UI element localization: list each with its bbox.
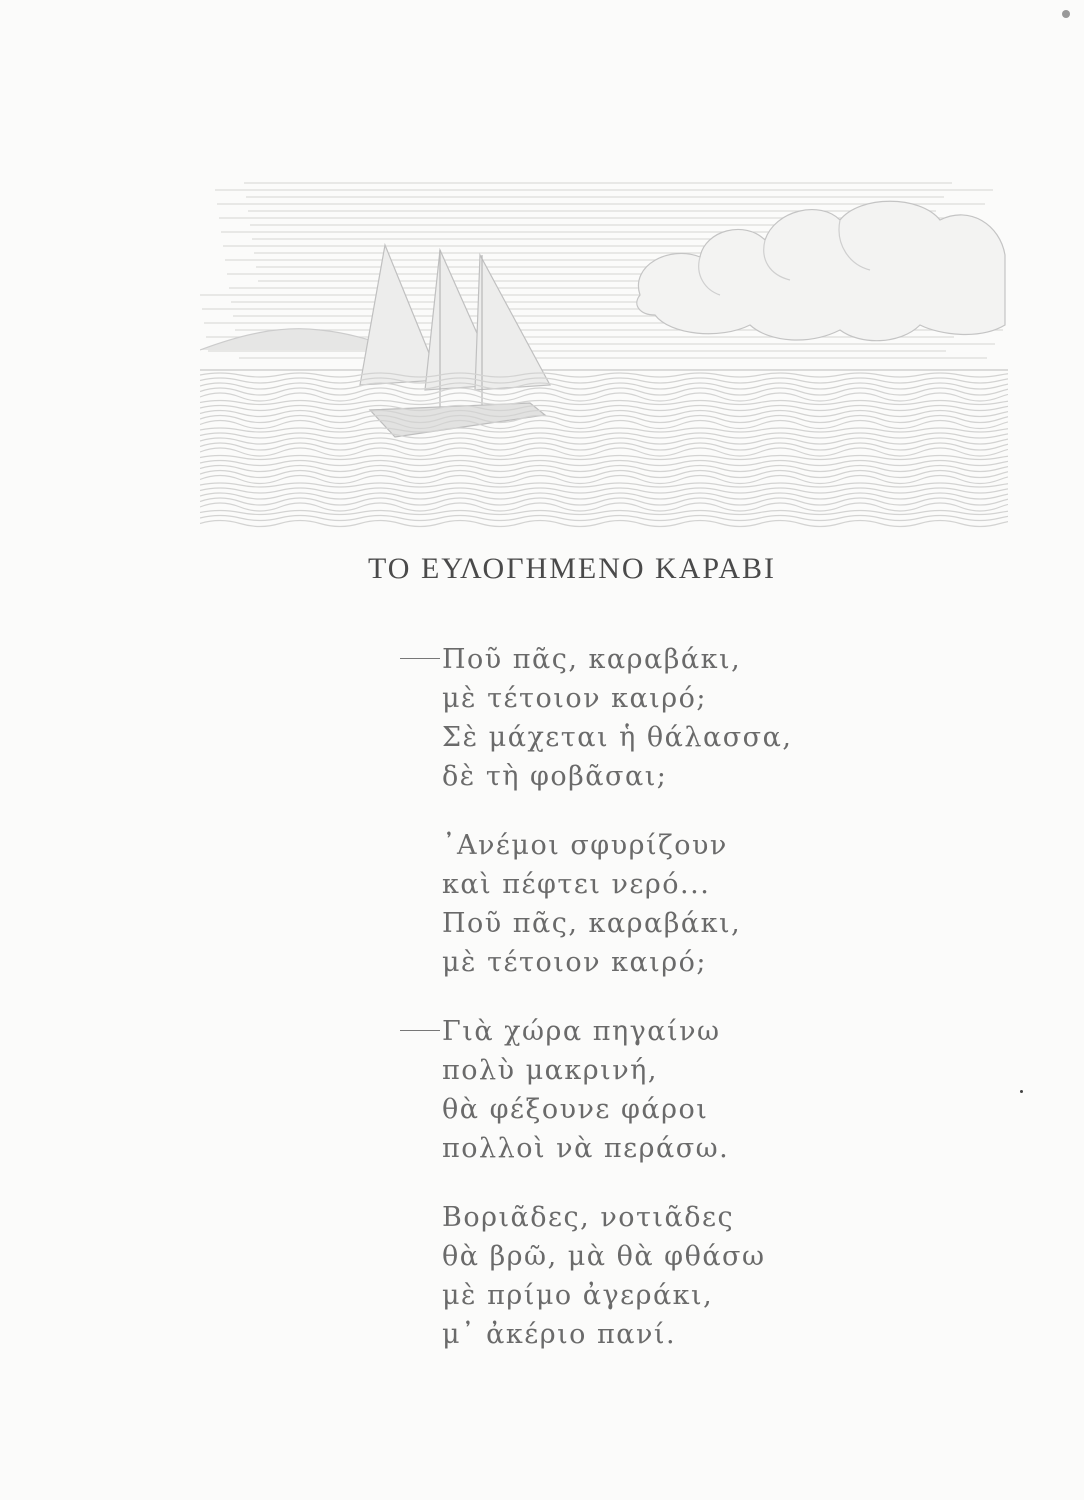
sea-wave-line bbox=[200, 411, 1008, 417]
sea-wave-line bbox=[200, 373, 1008, 377]
poem-line: πολλοὶ νὰ περάσω. bbox=[442, 1133, 730, 1164]
poem-line: ᾿Ανέμοι σφυρίζουν bbox=[442, 830, 728, 861]
sea-wave-line bbox=[200, 516, 1008, 521]
poem-line: δὲ τὴ φοβᾶσαι; bbox=[442, 761, 668, 792]
sea-wave-line bbox=[200, 401, 1008, 405]
poem-line: πολὺ μακρινή, bbox=[442, 1055, 658, 1086]
sea-wave-line bbox=[200, 503, 1008, 511]
paper-speck bbox=[1062, 10, 1070, 18]
sea-wave-line bbox=[200, 428, 1008, 432]
poem-line bbox=[400, 1012, 900, 1051]
sea-wave-line bbox=[200, 383, 1008, 389]
paper-speck bbox=[1020, 1090, 1023, 1093]
poem-title: ΤΟ ΕΥΛΟΓΗΜΕΝΟ ΚΑΡΑΒΙ bbox=[368, 552, 776, 585]
em-dash bbox=[400, 1030, 440, 1031]
poem-body bbox=[400, 640, 900, 1384]
sea-wave-line bbox=[200, 443, 1008, 450]
sailboat-illustration bbox=[200, 175, 1008, 530]
sea-wave-line bbox=[200, 488, 1008, 493]
sea-wave-line bbox=[200, 521, 1008, 527]
poem-line: θὰ βρῶ, μὰ θὰ φθάσω bbox=[442, 1241, 766, 1272]
sea-wave-line bbox=[200, 456, 1008, 460]
stanza bbox=[400, 1012, 900, 1168]
poem-line: Βοριᾶδες, νοτιᾶδες bbox=[442, 1202, 735, 1233]
sea-wave-line bbox=[200, 483, 1008, 487]
sea-wave-line bbox=[200, 406, 1008, 411]
poem-line bbox=[400, 640, 900, 679]
sea-wave-line bbox=[200, 471, 1008, 478]
sea-wave-line bbox=[200, 493, 1008, 499]
sea-wave-line bbox=[200, 511, 1008, 515]
sea-wave-line bbox=[200, 433, 1008, 438]
sea-wave-line bbox=[200, 421, 1008, 429]
sea-wave-line bbox=[200, 416, 1008, 423]
poem-line: μὲ πρίμο ἀγεράκι, bbox=[442, 1280, 714, 1311]
sea-wave-line bbox=[200, 476, 1008, 484]
sea-wave-line bbox=[200, 461, 1008, 466]
sea-wave-line bbox=[200, 466, 1008, 472]
stanza bbox=[400, 640, 900, 796]
poem-line: μὲ τέτοιον καιρό; bbox=[442, 947, 707, 978]
poem-line: θὰ φέξουνε φάροι bbox=[442, 1094, 709, 1125]
poem-line: καὶ πέφτει νερό... bbox=[442, 869, 711, 900]
poem-line: μ᾿ ἀκέριο πανί. bbox=[442, 1319, 677, 1350]
sea-wave-line bbox=[200, 448, 1008, 456]
poem-line: Σὲ μάχεται ἡ θάλασσα, bbox=[442, 722, 793, 753]
sea-wave-line bbox=[200, 393, 1008, 401]
sea-wave-line bbox=[200, 438, 1008, 444]
sea-wave-line bbox=[200, 498, 1008, 505]
line-text: Γιὰ χώρα πηγαίνω bbox=[442, 1016, 721, 1047]
poem-line: μὲ τέτοιον καιρό; bbox=[442, 683, 707, 714]
line-text: Ποῦ πᾶς, καραβάκι, bbox=[442, 644, 742, 675]
poem-line: Ποῦ πᾶς, καραβάκι, bbox=[442, 908, 742, 939]
stanza bbox=[400, 826, 900, 982]
stanza bbox=[400, 1198, 900, 1354]
em-dash bbox=[400, 658, 440, 659]
sea-wave-line bbox=[200, 388, 1008, 395]
sea-wave-line bbox=[200, 378, 1008, 383]
